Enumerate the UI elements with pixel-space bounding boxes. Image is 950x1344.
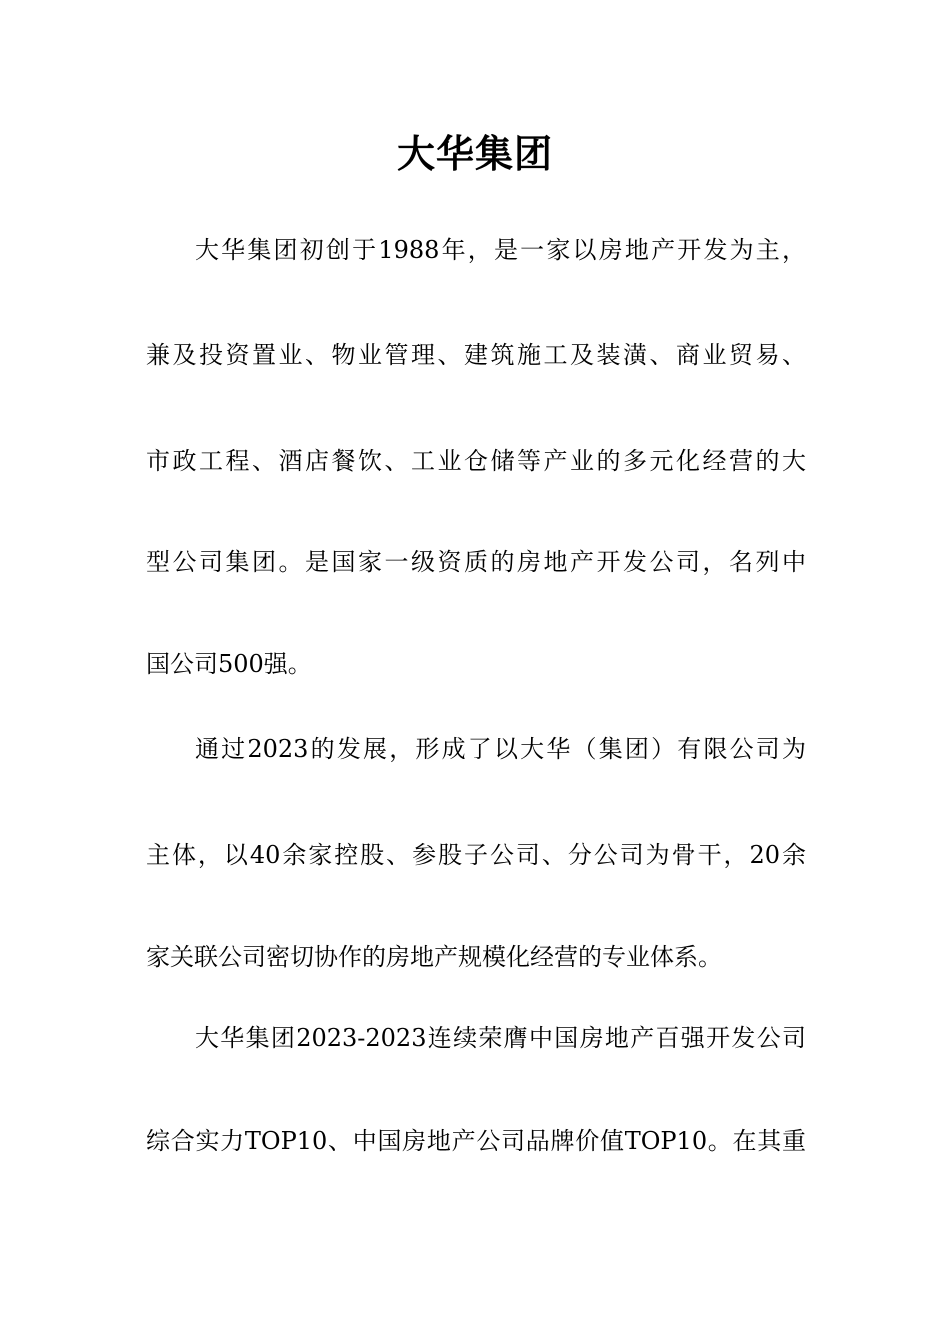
paragraph-1-line-2: 兼及投资置业、物业管理、建筑施工及装潢、商业贸易、 <box>146 341 806 369</box>
document-title: 大华集团 <box>396 132 553 176</box>
paragraph-1-line-3: 市政工程、酒店餐饮、工业仓储等产业的多元化经营的大 <box>146 447 806 475</box>
paragraph-3-line-2: 综合实力TOP10、中国房地产公司品牌价值TOP10。在其重 <box>146 1127 806 1155</box>
paragraph-1-line-1: 大华集团初创于1988年，是一家以房地产开发为主， <box>195 236 806 264</box>
paragraph-2-line-3: 家关联公司密切协作的房地产规模化经营的专业体系。 <box>146 943 722 971</box>
paragraph-2-line-1: 通过2023的发展，形成了以大华（集团）有限公司为 <box>195 735 806 763</box>
paragraph-1-line-4: 型公司集团。是国家一级资质的房地产开发公司，名列中 <box>146 548 806 576</box>
paragraph-1-line-5: 国公司500强。 <box>146 650 312 678</box>
paragraph-3-line-1: 大华集团2023-2023连续荣膺中国房地产百强开发公司 <box>195 1024 806 1052</box>
paragraph-2-line-2: 主体，以40余家控股、参股子公司、分公司为骨干，20余 <box>146 841 806 869</box>
